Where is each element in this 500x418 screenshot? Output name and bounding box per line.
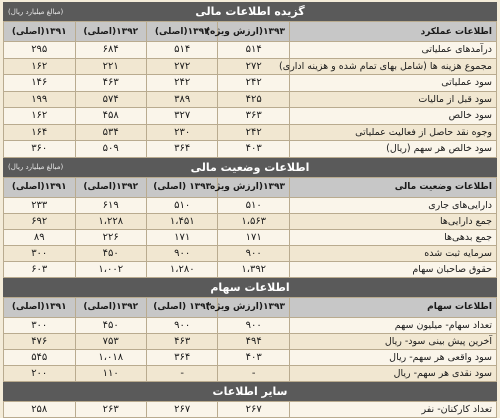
cell-value: ۵۱۰ (146, 197, 217, 213)
cell-value: ۴۰۳ (218, 141, 289, 158)
table-row (4, 124, 497, 141)
cell-value: ۹۰۰ (218, 245, 289, 261)
cell-value: ۱۷۱ (146, 229, 217, 245)
row-label: جمع بدهی‌ها (289, 229, 496, 245)
table-row (4, 333, 497, 349)
header-cell: ۱۳۹۳(ارزش ویژه) (218, 22, 289, 42)
table-row (4, 245, 497, 261)
row-label: سرمایه ثبت شده (289, 245, 496, 261)
table-row (4, 365, 497, 381)
section-financial-highlights (3, 2, 497, 158)
cell-value: ۴۶۳ (146, 333, 217, 349)
cell-value: ۳۰۰ (4, 317, 76, 333)
cell-value: ۴۵۸ (75, 108, 146, 125)
cell-value: ۱۶۲ (4, 108, 76, 125)
cell-value: ۱،۵۶۳ (218, 213, 289, 229)
header-cell: ۱۳۹۳(اصلی) (146, 22, 217, 42)
cell-value: ۱،۰۱۸ (75, 349, 146, 365)
row-label: سود خالص (289, 108, 496, 125)
table-row (4, 229, 497, 245)
section-other-information (3, 382, 497, 418)
header-cell: ۱۳۹۱(اصلی) (4, 177, 76, 197)
section-financial-position (3, 158, 497, 278)
cell-value: ۶۱۹ (75, 197, 146, 213)
cell-value: ۴۵۰ (75, 317, 146, 333)
header-cell: ۱۳۹۲(اصلی) (75, 177, 146, 197)
cell-value: ۱،۲۲۸ (75, 213, 146, 229)
table-row (4, 317, 497, 333)
cell-value: ۵۱۴ (218, 42, 289, 59)
cell-value: ۲۳۰ (146, 124, 217, 141)
cell-value: ۱۶۴ (4, 124, 76, 141)
cell-value: ۵۰۹ (75, 141, 146, 158)
cell-value: ۳۰۰ (4, 245, 76, 261)
row-label: تعداد کارکنان- نفر (289, 401, 496, 417)
row-label: مجموع هزینه ها (شامل بهای تمام شده و هزینه اداری) (289, 58, 496, 75)
row-label: سود خالص هر سهم (ریال) (289, 141, 496, 158)
table-row (4, 213, 497, 229)
section-title-bar (3, 158, 497, 177)
header-cell-label: اطلاعات وضعیت مالی (289, 177, 496, 197)
cell-value: ۲۰۰ (4, 365, 76, 381)
cell-value: ۴۷۶ (4, 333, 76, 349)
cell-value: - (218, 365, 289, 381)
cell-value: ۲۴۲ (146, 75, 217, 92)
cell-value: ۵۷۴ (75, 91, 146, 108)
table-row (4, 261, 497, 277)
cell-value: ۳۸۹ (146, 91, 217, 108)
share-info-table (3, 297, 497, 382)
table-row (4, 58, 497, 75)
row-label: حقوق صاحبان سهام (289, 261, 496, 277)
cell-value: ۱،۴۵۱ (146, 213, 217, 229)
unit-note: (مبالغ میلیارد ریال) (8, 7, 64, 16)
cell-value: ۵۱۴ (146, 42, 217, 59)
row-label: سود عملیاتی (289, 75, 496, 92)
unit-note: (مبالغ میلیارد ریال) (8, 163, 64, 171)
cell-value: ۴۲۵ (218, 91, 289, 108)
header-cell: ۱۳۹۳(ارزش ویژه (218, 177, 289, 197)
table-row (4, 401, 497, 417)
cell-value: - (146, 365, 217, 381)
cell-value: ۹۰۰ (146, 317, 217, 333)
cell-value: ۵۴۵ (4, 349, 76, 365)
cell-value: ۳۲۷ (146, 108, 217, 125)
cell-value: ۲۵۸ (4, 401, 76, 417)
cell-value: ۲۶۳ (75, 401, 146, 417)
row-label: سود قبل از مالیات (289, 91, 496, 108)
header-cell: ۱۳۹۳ (اصلی) (146, 177, 217, 197)
header-cell: ۱۳۹۳(ارزش ویژه) (218, 297, 289, 317)
row-label: تعداد سهام- میلیون سهم (289, 317, 496, 333)
cell-value: ۳۶۳ (218, 108, 289, 125)
row-label: دارایی‌های جاری (289, 197, 496, 213)
section-share-information (3, 278, 497, 382)
table-row (4, 42, 497, 59)
cell-value: ۲۳۳ (4, 197, 76, 213)
cell-value: ۲۲۱ (75, 58, 146, 75)
row-label: سود واقعی هر سهم- ریال (289, 349, 496, 365)
cell-value: ۷۵۳ (75, 333, 146, 349)
section-title-bar (3, 382, 497, 401)
header-cell: ۱۳۹۱(اصلی) (4, 22, 76, 42)
cell-value: ۱،۲۸۰ (146, 261, 217, 277)
cell-value: ۱،۰۰۲ (75, 261, 146, 277)
header-row (4, 297, 497, 317)
header-row (4, 22, 497, 42)
header-cell: ۱۳۹۳ (اصلی) (146, 297, 217, 317)
section-title: اطلاعات وضعیت مالی (190, 160, 310, 174)
cell-value: ۹۰۰ (146, 245, 217, 261)
table-row (4, 75, 497, 92)
financial-position-table (3, 177, 497, 278)
row-label: سود نقدی هر سهم- ریال (289, 365, 496, 381)
cell-value: ۲۷۲ (146, 58, 217, 75)
table-row (4, 108, 497, 125)
cell-value: ۱۶۲ (4, 58, 76, 75)
header-row (4, 177, 497, 197)
row-label: جمع دارایی‌ها (289, 213, 496, 229)
table-row (4, 91, 497, 108)
cell-value: ۶۹۲ (4, 213, 76, 229)
cell-value: ۱۷۱ (218, 229, 289, 245)
cell-value: ۴۹۴ (218, 333, 289, 349)
cell-value: ۲۲۶ (75, 229, 146, 245)
cell-value: ۱۹۹ (4, 91, 76, 108)
section-title: سایر اطلاعات (212, 384, 288, 398)
row-label: وجوه نقد حاصل از فعالیت عملیاتی (289, 124, 496, 141)
cell-value: ۲۶۷ (218, 401, 289, 417)
cell-value: ۲۴۲ (218, 75, 289, 92)
cell-value: ۸۹ (4, 229, 76, 245)
table-row (4, 349, 497, 365)
table-row (4, 141, 497, 158)
cell-value: ۴۵۰ (75, 245, 146, 261)
other-info-table (3, 401, 497, 418)
row-label: آخرین پیش بینی سود- ریال (289, 333, 496, 349)
cell-value: ۳۶۰ (4, 141, 76, 158)
cell-value: ۵۳۴ (75, 124, 146, 141)
table-row (4, 197, 497, 213)
cell-value: ۵۱۰ (218, 197, 289, 213)
cell-value: ۳۶۴ (146, 349, 217, 365)
cell-value: ۴۰۳ (218, 349, 289, 365)
header-cell: ۱۳۹۲(اصلی) (75, 297, 146, 317)
cell-value: ۲۹۵ (4, 42, 76, 59)
section-title: گزیده اطلاعات مالی (195, 5, 305, 18)
header-cell: ۱۳۹۲(اصلی) (75, 22, 146, 42)
section-title: اطلاعات سهام (210, 280, 290, 294)
cell-value: ۱،۳۹۲ (218, 261, 289, 277)
performance-table (3, 21, 497, 158)
cell-value: ۴۶۳ (75, 75, 146, 92)
header-cell: ۱۳۹۱(اصلی) (4, 297, 76, 317)
cell-value: ۲۷۲ (218, 58, 289, 75)
section-title-bar (3, 278, 497, 297)
row-label: درآمدهای عملیاتی (289, 42, 496, 59)
cell-value: ۹۰۰ (218, 317, 289, 333)
cell-value: ۲۶۷ (146, 401, 217, 417)
header-cell-label: اطلاعات سهام (289, 297, 496, 317)
cell-value: ۶۸۴ (75, 42, 146, 59)
cell-value: ۱۴۶ (4, 75, 76, 92)
header-cell-label: اطلاعات عملکرد (289, 22, 496, 42)
cell-value: ۱۱۰ (75, 365, 146, 381)
section-title-bar (3, 2, 497, 21)
cell-value: ۲۴۲ (218, 124, 289, 141)
cell-value: ۶۰۳ (4, 261, 76, 277)
cell-value: ۳۶۴ (146, 141, 217, 158)
